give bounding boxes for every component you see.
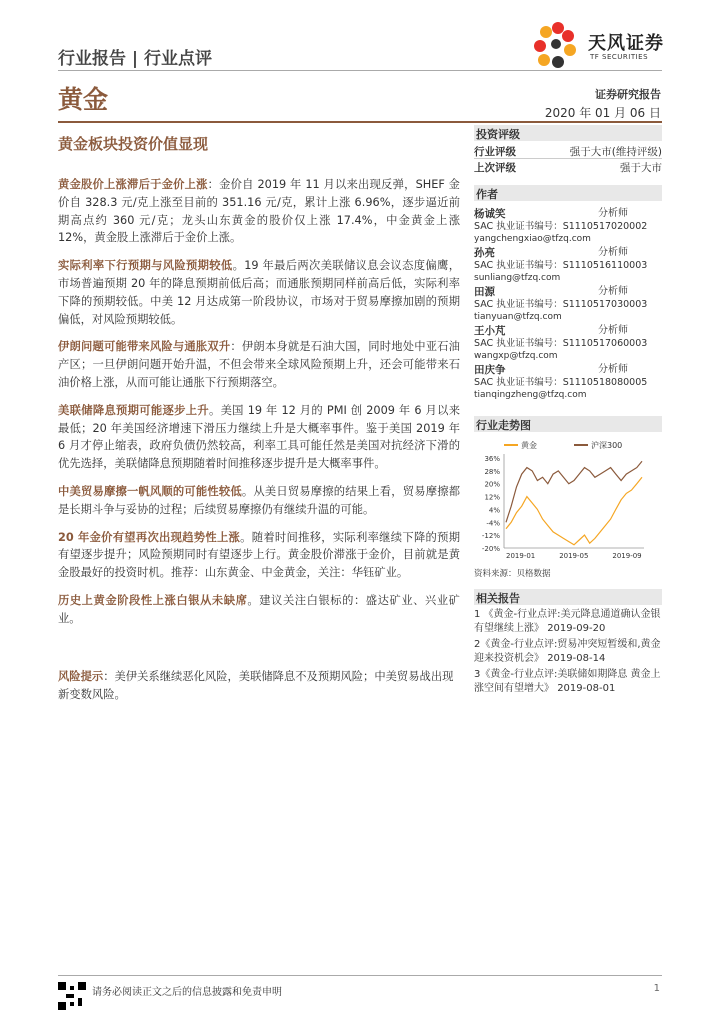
footer-disclaimer: 请务必阅读正文之后的信息披露和免责申明 (92, 987, 282, 998)
analyst-card: 孙亮 分析师 SAC 执业证书编号：S1110516110003 sunliang@tfzq.com (474, 247, 648, 283)
paragraph: 历史上黄金阶段性上涨白银从未缺席。建议关注白银标的：盛达矿业、兴业矿业。 (58, 593, 460, 625)
y-tick-label: -20% (481, 545, 500, 553)
y-tick-label: 4% (488, 506, 500, 515)
logo-name: 天风证券 (588, 33, 664, 54)
related-title: 相关报告 (476, 592, 520, 605)
y-tick-label: 20% (484, 480, 500, 489)
trend-chart (474, 436, 662, 560)
analyst-card: 王小芃 分析师 SAC 执业证书编号：S1110517060003 wangxp@tfzq.com (474, 325, 648, 361)
paragraph: 实际利率下行预期与风险预期较低。19 年最后两次美联储议息会议态度偏鹰，市场普遍预期 20 年的降息预期前低后高；而通胀预期同样前高后低，实际利率下降的预期较低。中美 12 月达成第一阶段协议，市场对于贸易摩擦加剧的预期偏低，对风险预期较低。 (58, 259, 460, 326)
paragraph: 中美贸易摩擦一帆风顺的可能性较低。从美日贸易摩擦的结果上看，贸易摩擦都是长期斗争与妥协的过程；后续贸易摩擦仍有继续升温的可能。 (58, 484, 460, 516)
chart-source: 资料来源：贝格数据 (474, 569, 551, 579)
y-tick-label: 12% (484, 493, 500, 502)
legend-label: 沪深300 (591, 441, 623, 450)
footer-rule (58, 975, 662, 976)
series-line-gold (506, 477, 642, 545)
series-line-csi300 (506, 461, 642, 522)
y-tick-label: 28% (484, 467, 500, 476)
page-title: 黄金板块投资价值显现 (58, 135, 209, 153)
divider (474, 158, 662, 159)
x-tick-label: 2019-01 (506, 552, 536, 560)
logo-sub: TF SECURITIES (590, 53, 649, 61)
y-tick-label: 36% (484, 455, 500, 463)
rating-row: 上次评级 强于大市 (474, 162, 662, 174)
paragraph: 黄金股价上涨滞后于金价上涨：金价自 2019 年 11 月以来出现反弹，SHEF 金价自 328.3 元/克上涨至目前的 351.16 元/克，累计上涨 6.96%，逐步逼近前期高点约 360 元/克；龙头山东黄金的股价仅上涨 17.4%，中金黄金上涨 12%，黄金股上涨滞后于金价上涨。 (58, 178, 460, 245)
paragraph: 伊朗问题可能带来风险与通胀双升：伊朗本身就是石油大国，同时地处中亚石油产区；一旦伊朗问题开始升温，不但会带来全球风险预期上升，还会可能带来石油价格上涨，从而可能让通胀下行预期落空。 (58, 340, 460, 389)
y-tick-label: -12% (481, 532, 500, 541)
x-tick-label: 2019-05 (559, 552, 589, 560)
title-rule (58, 121, 662, 123)
report-date: 2020 年 01 月 06 日 (544, 106, 661, 120)
qr-code-icon (58, 982, 86, 1010)
rating-row: 行业评级 强于大市(维持评级) (474, 146, 662, 158)
related-list (474, 608, 664, 698)
y-tick-label: -4% (486, 519, 500, 528)
rating-title: 投资评级 (476, 128, 520, 141)
related-report[interactable]: 2《黄金-行业点评:贸易冲突短暂缓和,黄金迎来投资机会》 2019-08-14 (474, 639, 661, 664)
body-text (58, 176, 460, 638)
legend-label: 黄金 (521, 441, 537, 450)
report-label: 证券研究报告 (595, 88, 661, 101)
chart-title: 行业走势图 (476, 419, 531, 432)
related-report[interactable]: 3《黄金-行业点评:美联储如期降息 黄金上涨空间有望增大》 2019-08-01 (474, 669, 661, 694)
analyst-card: 杨诚笑 分析师 SAC 执业证书编号：S1110517020002 yangchengxiao@tfzq.com (474, 208, 648, 244)
risk-warning: 风险提示：美伊关系继续恶化风险，美联储降息不及预期风险；中美贸易战出现新变数风险。 (58, 670, 454, 701)
logo-flower-icon (530, 20, 586, 76)
x-tick-label: 2019-09 (612, 552, 642, 560)
report-type: 行业报告 | 行业点评 (58, 49, 213, 69)
paragraph: 20 年金价有望再次出现趋势性上涨。随着时间推移，实际利率继续下降的预期有望逐步提升；风险预期同时有望逐步上行。黄金股价滞涨于金价，目前就是黄金股最好的投资时机。推荐：山东黄金、中金黄金，关注：华钰矿业。 (58, 530, 460, 580)
authors-title: 作者 (476, 188, 498, 201)
related-report[interactable]: 1 《黄金-行业点评:美元降息通道确认金银有望继续上涨》 2019-09-20 (474, 609, 661, 634)
company-logo (530, 20, 690, 80)
analyst-card: 田庆争 分析师 SAC 执业证书编号：S1110518080005 tianqingzheng@tfzq.com (474, 364, 648, 400)
paragraph: 美联储降息预期可能逐步上升。美国 19 年 12 月的 PMI 创 2009 年 6 月以来最低；20 年美国经济增速下滑压力继续上升是大概率事件。鉴于美国 2019 年 6 月才停止缩表，政府负债仍然较高，利率工具可能任然是美国对抗经济下滑的优先选择，美联储降息预期随着时间推移逐步提升是大概率事件。 (58, 403, 460, 471)
analyst-card: 田源 分析师 SAC 执业证书编号：S1110517030003 tianyuan@tfzq.com (474, 286, 648, 322)
page-number: 1 (653, 983, 660, 994)
industry-name: 黄金 (58, 85, 109, 114)
